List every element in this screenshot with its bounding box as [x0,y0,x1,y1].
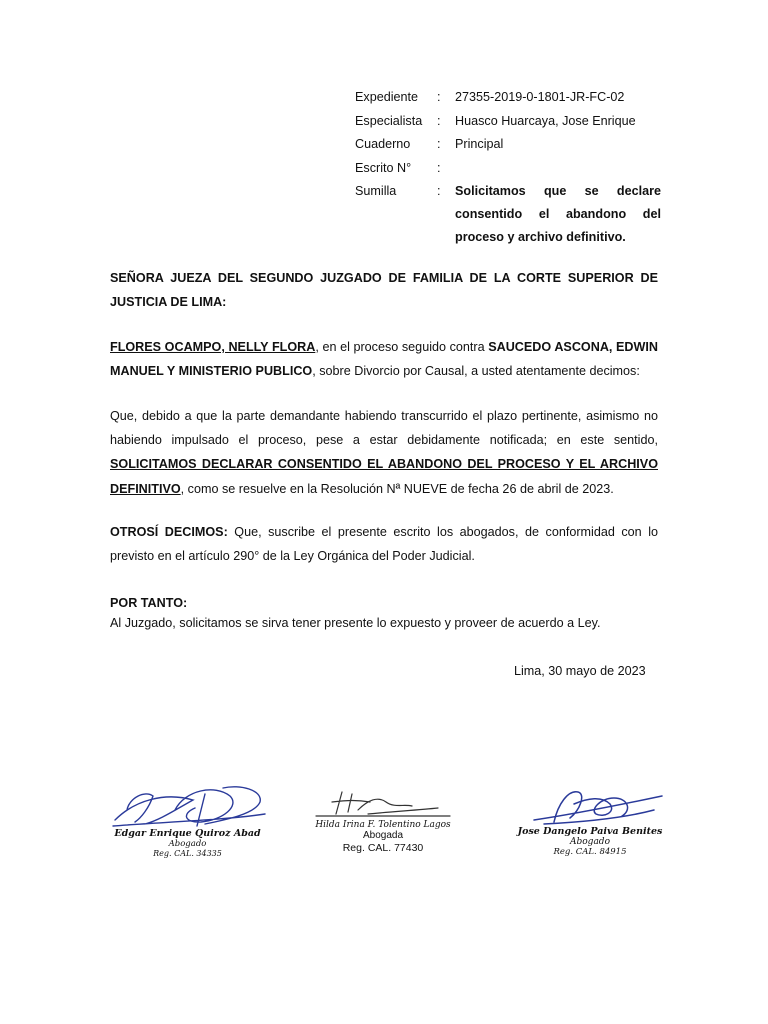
header-value: 27355-2019-0-1801-JR-FC-02 [455,90,625,104]
signatory-registration: Reg. CAL. 84915 [553,847,627,857]
sumilla-text: Solicitamos que se declare consentido el abandono del proceso y archivo definitivo. [455,184,661,244]
signatory-role: Abogada [362,830,404,841]
header-value: Huasco Huarcaya, Jose Enrique [455,113,636,128]
signatory-name: Hilda Irina F. Tolentino Lagos [315,820,451,830]
signatory-role: Abogado [168,839,207,849]
header-colon: : [437,90,441,104]
signatory-name: Edgar Enrique Quiroz Abad [114,828,261,839]
header-label: Cuaderno [355,137,411,151]
document-date: Lima, 30 mayo de 2023 [514,664,646,678]
intro-text: , sobre Divorcio por Causal, a usted atentamente decimos: [312,364,640,379]
header-colon: : [437,160,441,175]
header-row-escrito [355,157,661,181]
body-paragraph [110,404,658,501]
handwritten-signature-icon [514,784,666,826]
case-header [355,86,661,249]
header-colon: : [437,137,441,151]
otrosi-paragraph [110,520,658,568]
header-row-cuaderno [355,133,661,157]
body-text: Que, debido a que la parte demandante habiendo transcurrido el plazo pertinente, asimismo no habiendo impulsado el proceso, pese a estar debidamente notificada; en este sentido, [110,409,658,448]
header-value: Principal [455,137,504,151]
por-tanto-heading: POR TANTO: [110,596,188,610]
party-plaintiff: FLORES OCAMPO, NELLY FLORA [110,340,316,354]
body-text: , como se resuelve en la Resolución Nª NUEVE de fecha 26 de abril de 2023. [180,481,614,496]
signature-block-3 [514,784,666,857]
request-text: SOLICITAMOS DECLARAR CONSENTIDO EL ABANDONO DEL PROCESO Y EL ARCHIVO DEFINITIVO [110,457,658,496]
handwritten-signature-icon [105,780,270,832]
header-colon: : [437,184,441,198]
addressee-heading: SEÑORA JUEZA DEL SEGUNDO JUZGADO DE FAMILIA DE LA CORTE SUPERIOR DE JUSTICIA DE LIMA: [110,271,658,310]
header-label: Especialista [355,113,423,128]
signatory-registration: Reg. CAL. 77430 [342,842,424,854]
signatory-role: Abogado [570,837,610,847]
header-value [455,157,661,181]
header-label: Escrito N° [355,160,412,175]
header-row-expediente [355,86,661,110]
header-colon: : [437,113,441,128]
otrosi-heading: OTROSÍ DECIMOS: [110,525,228,539]
signature-block-2 [308,786,458,854]
signatory-registration: Reg. CAL. 34335 [153,849,222,858]
header-row-especialista [355,110,661,134]
party-defendant: SAUCEDO ASCONA, EDWIN MANUEL Y MINISTERIO PUBLICO [110,340,658,379]
header-label: Expediente [355,90,419,104]
intro-paragraph [110,335,658,383]
handwritten-signature-icon [308,786,458,820]
header-row-sumilla [355,180,661,249]
intro-text: , en el proceso seguido contra [315,340,489,354]
header-label: Sumilla [355,184,397,198]
signatory-name: Jose Dangelo Paiva Benites [517,826,663,837]
signature-block-1 [105,780,270,858]
otrosi-text: Que, suscribe el presente escrito los abogados, de conformidad con lo previsto en el artículo 290° de la Ley Orgánica del Poder Judicial. [110,525,658,564]
por-tanto-text: Al Juzgado, solicitamos se sirva tener presente lo expuesto y proveer de acuerdo a Ley. [110,616,601,630]
